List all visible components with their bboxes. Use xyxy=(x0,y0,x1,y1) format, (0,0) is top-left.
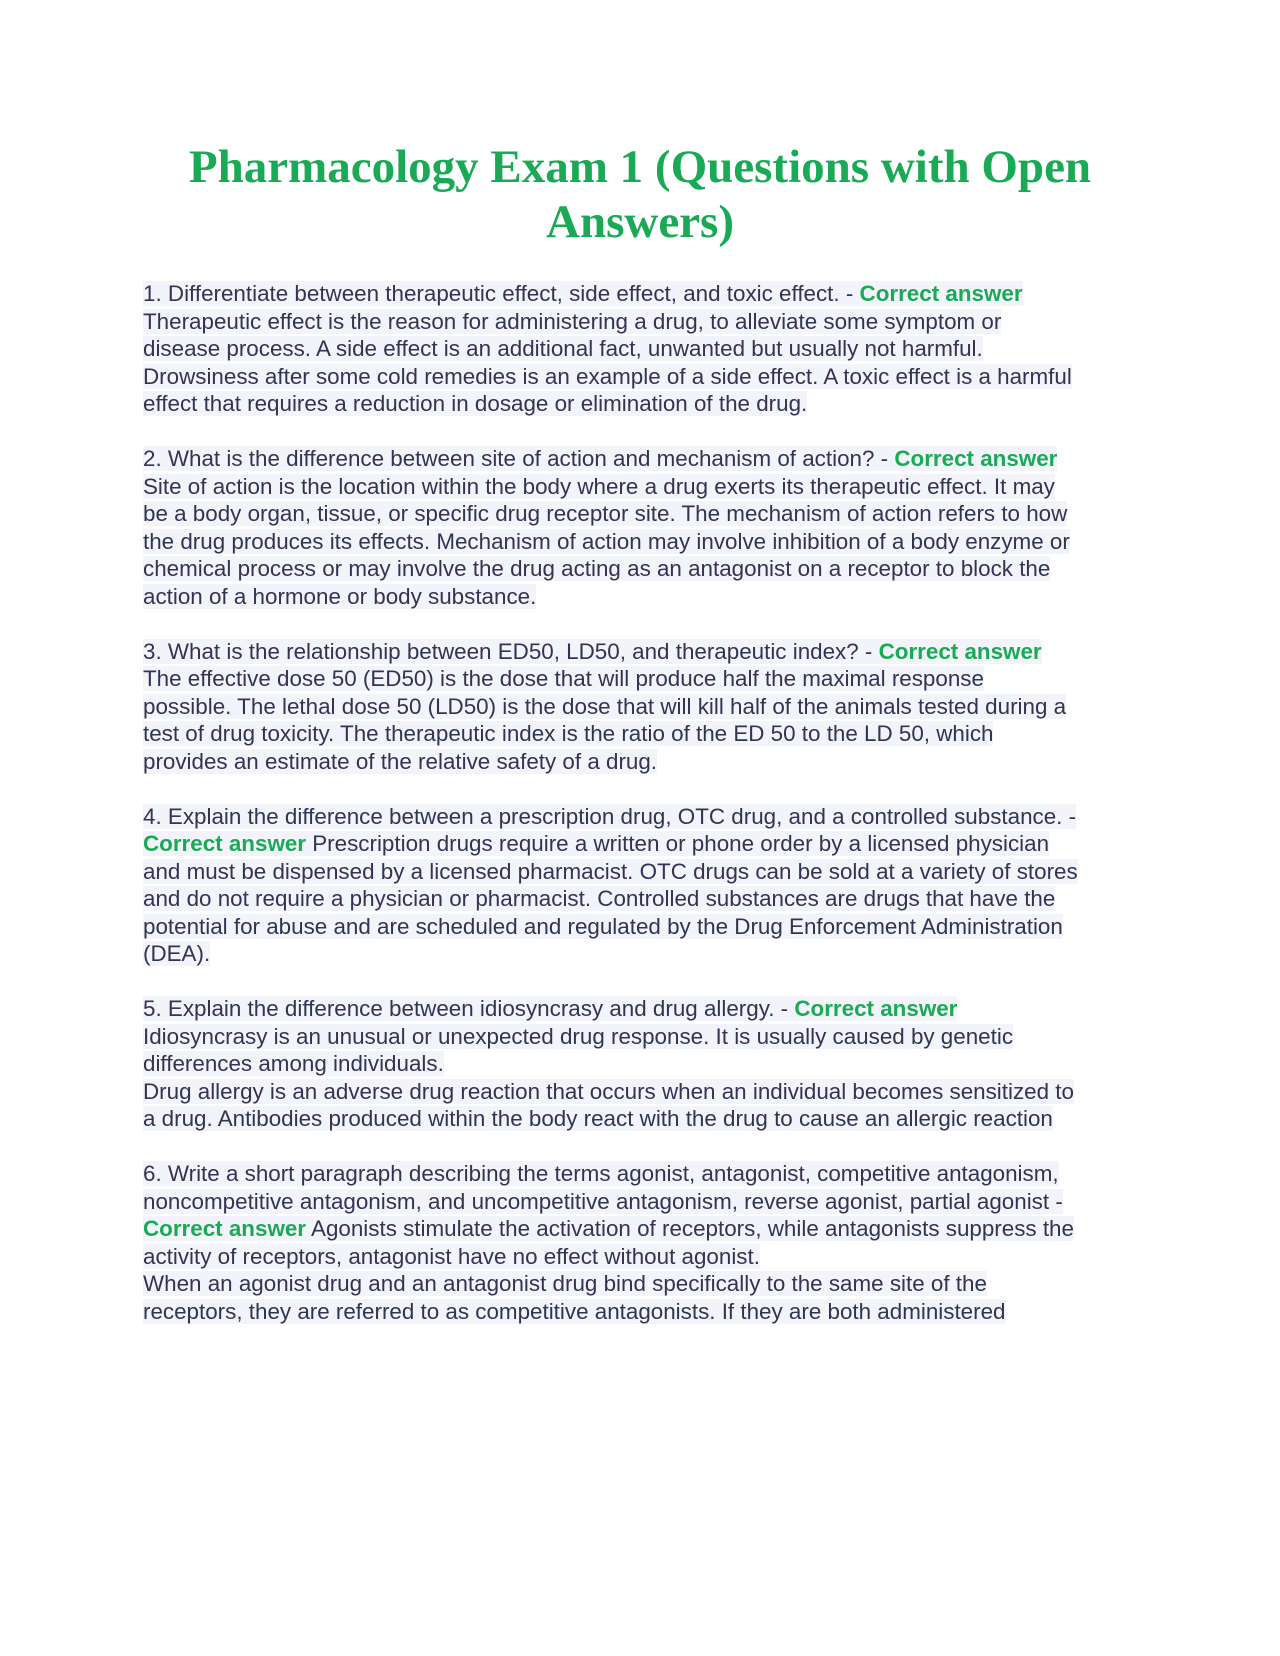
answer-text: Prescription drugs require a written or phone order by a licensed physician and must be dispensed by a licensed pharmacist. OTC drugs can be sold at a variety of stores and do not require a physician or pharmacist. Controlled substances are drugs that have the potential for abuse and are scheduled and regulated by the Drug Enforcement Administration (DEA). xyxy=(143,831,1078,966)
correct-answer-label: Correct answer xyxy=(878,638,1042,664)
answer-text: Site of action is the location within the body where a drug exerts its therapeutic effect. It may be a body organ, tissue, or specific drug receptor site. The mechanism of action refers to how the drug produces its effects. Mechanism of action may involve inhibition of a body enzyme or chemical process or may involve the drug acting as an antagonist on a receptor to block the action of a hormone or body substance. xyxy=(143,473,1070,609)
question-item xyxy=(143,280,1078,418)
question-text: 4. Explain the difference between a prescription drug, OTC drug, and a controlled substance. - xyxy=(143,803,1077,829)
question-item xyxy=(143,1160,1078,1325)
answer-text: Agonists stimulate the activation of receptors, while antagonists suppress the activity of receptors, antagonist have no effect without agonist. xyxy=(143,1216,1074,1269)
answer-text: Idiosyncrasy is an unusual or unexpected drug response. It is usually caused by genetic differences among individuals. xyxy=(143,1023,1014,1076)
document-body xyxy=(143,280,1078,1353)
question-text: 5. Explain the difference between idiosyncrasy and drug allergy. - xyxy=(143,996,795,1021)
correct-answer-label: Correct answer xyxy=(143,1216,307,1241)
question-item xyxy=(143,638,1078,776)
question-item xyxy=(143,803,1078,968)
question-text: 3. What is the relationship between ED50, LD50, and therapeutic index? - xyxy=(143,638,879,664)
question-text: 6. Write a short paragraph describing the terms agonist, antagonist, competitive antagonism, noncompetitive antagonism, and uncompetitive antagonism, reverse agonist, partial agonist - xyxy=(143,1161,1063,1214)
correct-answer-label: Correct answer xyxy=(143,831,307,856)
question-text: 2. What is the difference between site of action and mechanism of action? - xyxy=(143,446,895,471)
correct-answer-label: Correct answer xyxy=(859,281,1023,306)
answer-text: Therapeutic effect is the reason for administering a drug, to alleviate some symptom or disease process. A side effect is an additional fact, unwanted but usually not harmful. Drowsiness after some cold remedies is an example of a side effect. A toxic effect is a harmful effect that requires a reduction in dosage or elimination of the drug. xyxy=(143,308,1072,416)
answer-text: When an agonist drug and an antagonist drug bind specifically to the same site of the receptors, they are referred to as competitive antagonists. If they are both administered xyxy=(143,1271,1006,1324)
document-title: Pharmacology Exam 1 (Questions with Open Answers) xyxy=(188,141,1092,248)
correct-answer-label: Correct answer xyxy=(894,446,1058,471)
answer-text: Drug allergy is an adverse drug reaction that occurs when an individual becomes sensitized to a drug. Antibodies produced within the body react with the drug to cause an allergic reaction xyxy=(143,1078,1074,1131)
question-text: 1. Differentiate between therapeutic effect, side effect, and toxic effect. - xyxy=(143,281,860,306)
question-item xyxy=(143,445,1078,610)
answer-text: The effective dose 50 (ED50) is the dose that will produce half the maximal response possible. The lethal dose 50 (LD50) is the dose that will kill half of the animals tested during a test of drug toxicity. The therapeutic index is the ratio of the ED 50 to the LD 50, which provides an estimate of the relative safety of a drug. xyxy=(143,666,1067,774)
question-item xyxy=(143,995,1078,1133)
correct-answer-label: Correct answer xyxy=(794,996,958,1021)
